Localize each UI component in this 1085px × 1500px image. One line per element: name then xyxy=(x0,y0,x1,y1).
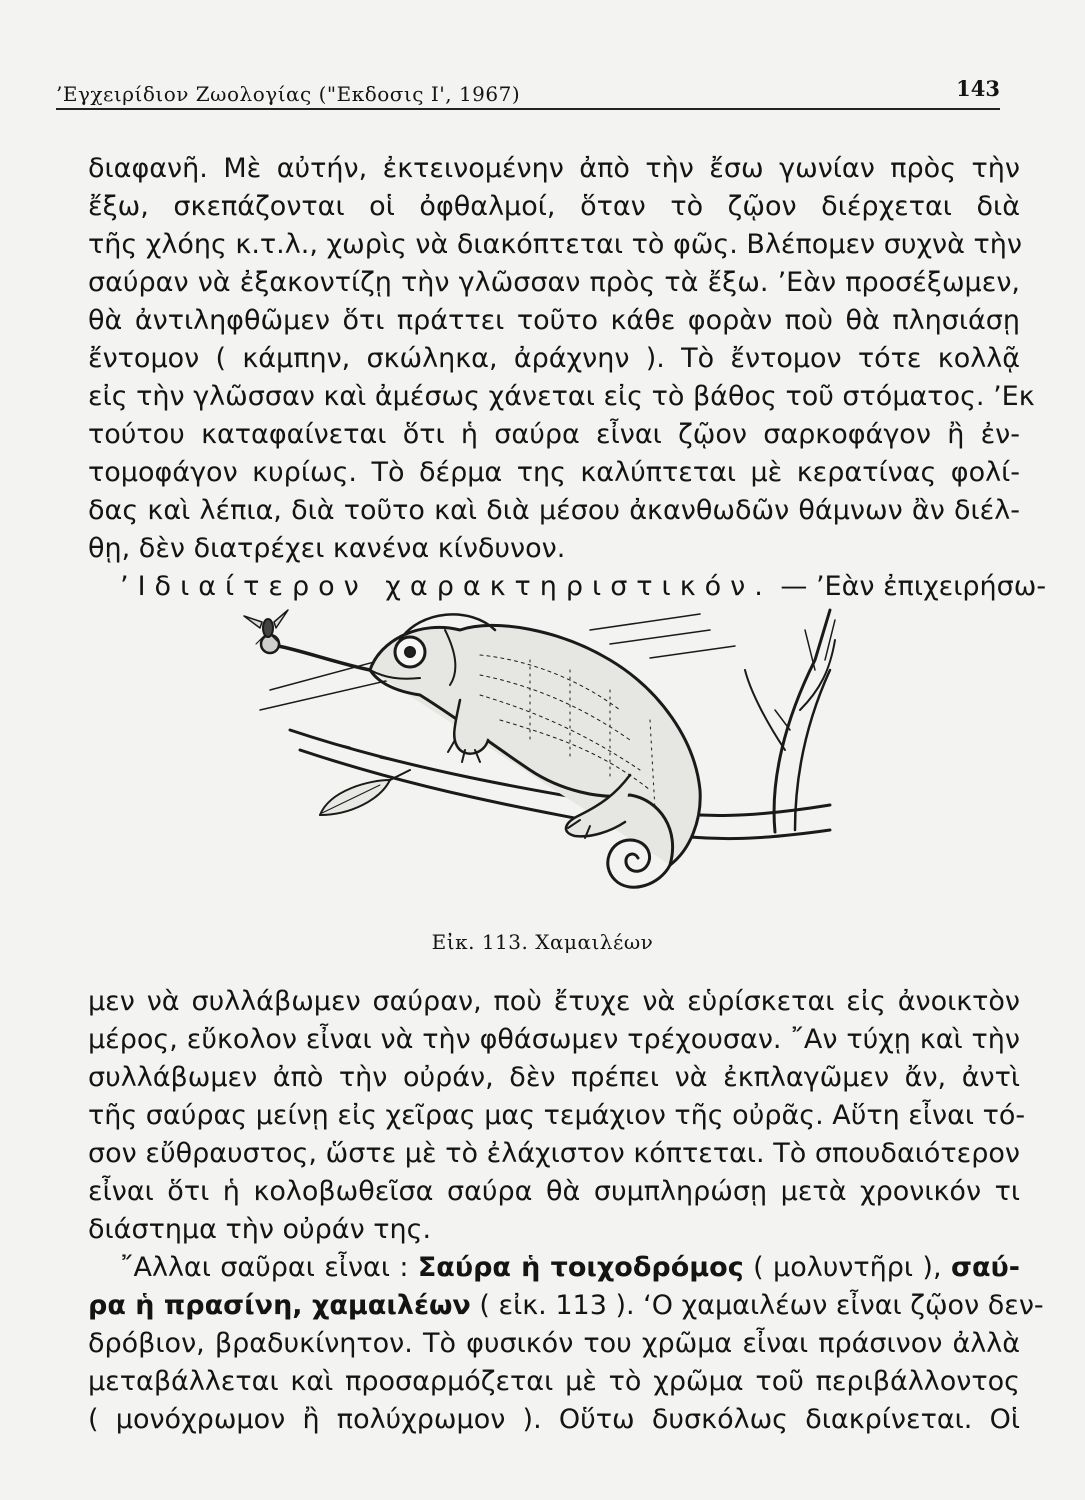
species-name: ρα ἡ πρασίνη, χαμαιλέων xyxy=(88,1290,471,1321)
text-run: ( μολυντῆρι ), xyxy=(753,1252,942,1283)
text-line: τῆς χλόης κ.τ.λ., χωρὶς νὰ διακόπτεται τὸ φῶς. Βλέπομεν συχνὰ τὴν xyxy=(88,229,1022,260)
text-line xyxy=(88,1287,1044,1325)
text-line: μεν νὰ συλλάβωμεν σαύραν, ποὺ ἔτυχε νὰ εὑρίσκεται εἰς ἀνοικτὸν xyxy=(88,986,1020,1017)
species-name: Σαύρα ἡ τοιχοδρόμος xyxy=(417,1252,744,1283)
page-header xyxy=(56,78,1000,110)
page-number: 143 xyxy=(956,76,1000,101)
text-line: θῃ, δὲν διατρέχει κανένα κίνδυνον. xyxy=(88,533,566,564)
text-line: συλλάβωμεν ἀπὸ τὴν οὐράν, δὲν πρέπει νὰ ἐκπλαγῶμεν ἄν, ἀντὶ xyxy=(88,1062,1020,1093)
text-line: σον εὔθραυστος, ὥστε μὲ τὸ ἐλάχιστον κόπτεται. Τὸ σπουδαιότερον xyxy=(88,1138,1020,1169)
text-line: ἔντομον ( κάμπην, σκώληκα, ἀράχνην ). Τὸ ἔντομον τότε κολλᾷ xyxy=(88,343,1020,374)
text-line: διαφανῆ. Μὲ αὐτήν, ἐκτεινομένην ἀπὸ τὴν ἔσω γωνίαν πρὸς τὴν xyxy=(88,153,1020,184)
text-line: ἔξω, σκεπάζονται οἱ ὀφθαλμοί, ὅταν τὸ ζῷον διέρχεται διὰ xyxy=(88,191,1020,222)
chameleon-illustration xyxy=(230,600,840,900)
text-line: μέρος, εὔκολον εἶναι νὰ τὴν φθάσωμεν τρέχουσαν. ῎Αν τύχῃ καὶ τὴν xyxy=(88,1024,1020,1055)
text-line: διάστημα τὴν οὐράν της. xyxy=(88,1214,432,1245)
text-line: σαύραν νὰ ἐξακοντίζῃ τὴν γλῶσσαν πρὸς τὰ ἔξω. ’Εὰν προσέξωμεν, xyxy=(88,267,1020,298)
text-line: δρόβιον, βραδυκίνητον. Τὸ φυσικόν του χρῶμα εἶναι πράσινον ἀλλὰ xyxy=(88,1328,1020,1359)
text-line: εἰς τὴν γλῶσσαν καὶ ἀμέσως χάνεται εἰς τὸ βάθος τοῦ στόματος. ’Εκ xyxy=(88,381,1035,412)
text-line: εἶναι ὅτι ἡ κολοβωθεῖσα σαύρα θὰ συμπληρώσῃ μετὰ χρονικόν τι xyxy=(88,1176,1020,1207)
text-line: τῆς σαύρας μείνῃ εἰς χεῖρας μας τεμάχιον τῆς οὐρᾶς. Αὕτη εἶναι τό- xyxy=(88,1100,1026,1131)
text-line: ( μονόχρωμον ἢ πολύχρωμον ). Οὕτω δυσκόλως διακρίνεται. Οἱ xyxy=(88,1404,1020,1435)
spaced-heading: ’Ιδιαίτερον χαρακτηριστικόν. xyxy=(120,571,772,602)
text-line: δας καὶ λέπια, διὰ τοῦτο καὶ διὰ μέσου ἀκανθωδῶν θάμνων ἂν διέλ- xyxy=(88,495,1020,526)
text-run: ( εἰκ. 113 ). ‘Ο χαμαιλέων εἶναι ζῷον δεν- xyxy=(479,1290,1044,1321)
text-line xyxy=(88,1249,1020,1287)
text-run: ῎Αλλαι σαῦραι εἶναι : xyxy=(120,1252,409,1283)
figure-caption: Εἰκ. 113. Χαμαιλέων xyxy=(431,930,654,954)
heading-continuation: — ’Εὰν ἐπιχειρήσω- xyxy=(780,571,1047,602)
paragraph-tongue xyxy=(88,150,1047,606)
running-title: ’Εγχειρίδιον Ζωολογίας ("Εκδοσις Ι', 1967) xyxy=(56,82,521,106)
text-line: θὰ ἀντιληφθῶμεν ὅτι πράττει τοῦτο κάθε φορὰν ποὺ θὰ πλησιάσῃ xyxy=(88,305,1020,336)
text-line: τομοφάγον κυρίως. Τὸ δέρμα της καλύπτεται μὲ κερατίνας φολί- xyxy=(88,457,1020,488)
text-line: μεταβάλλεται καὶ προσαρμόζεται μὲ τὸ χρῶμα τοῦ περιβάλλοντος xyxy=(88,1366,1020,1397)
text-line: τούτου καταφαίνεται ὅτι ἡ σαύρα εἶναι ζῷον σαρκοφάγον ἢ ἐν- xyxy=(88,419,1020,450)
paragraph-tail xyxy=(88,983,1044,1439)
species-name: σαύ- xyxy=(950,1252,1020,1283)
